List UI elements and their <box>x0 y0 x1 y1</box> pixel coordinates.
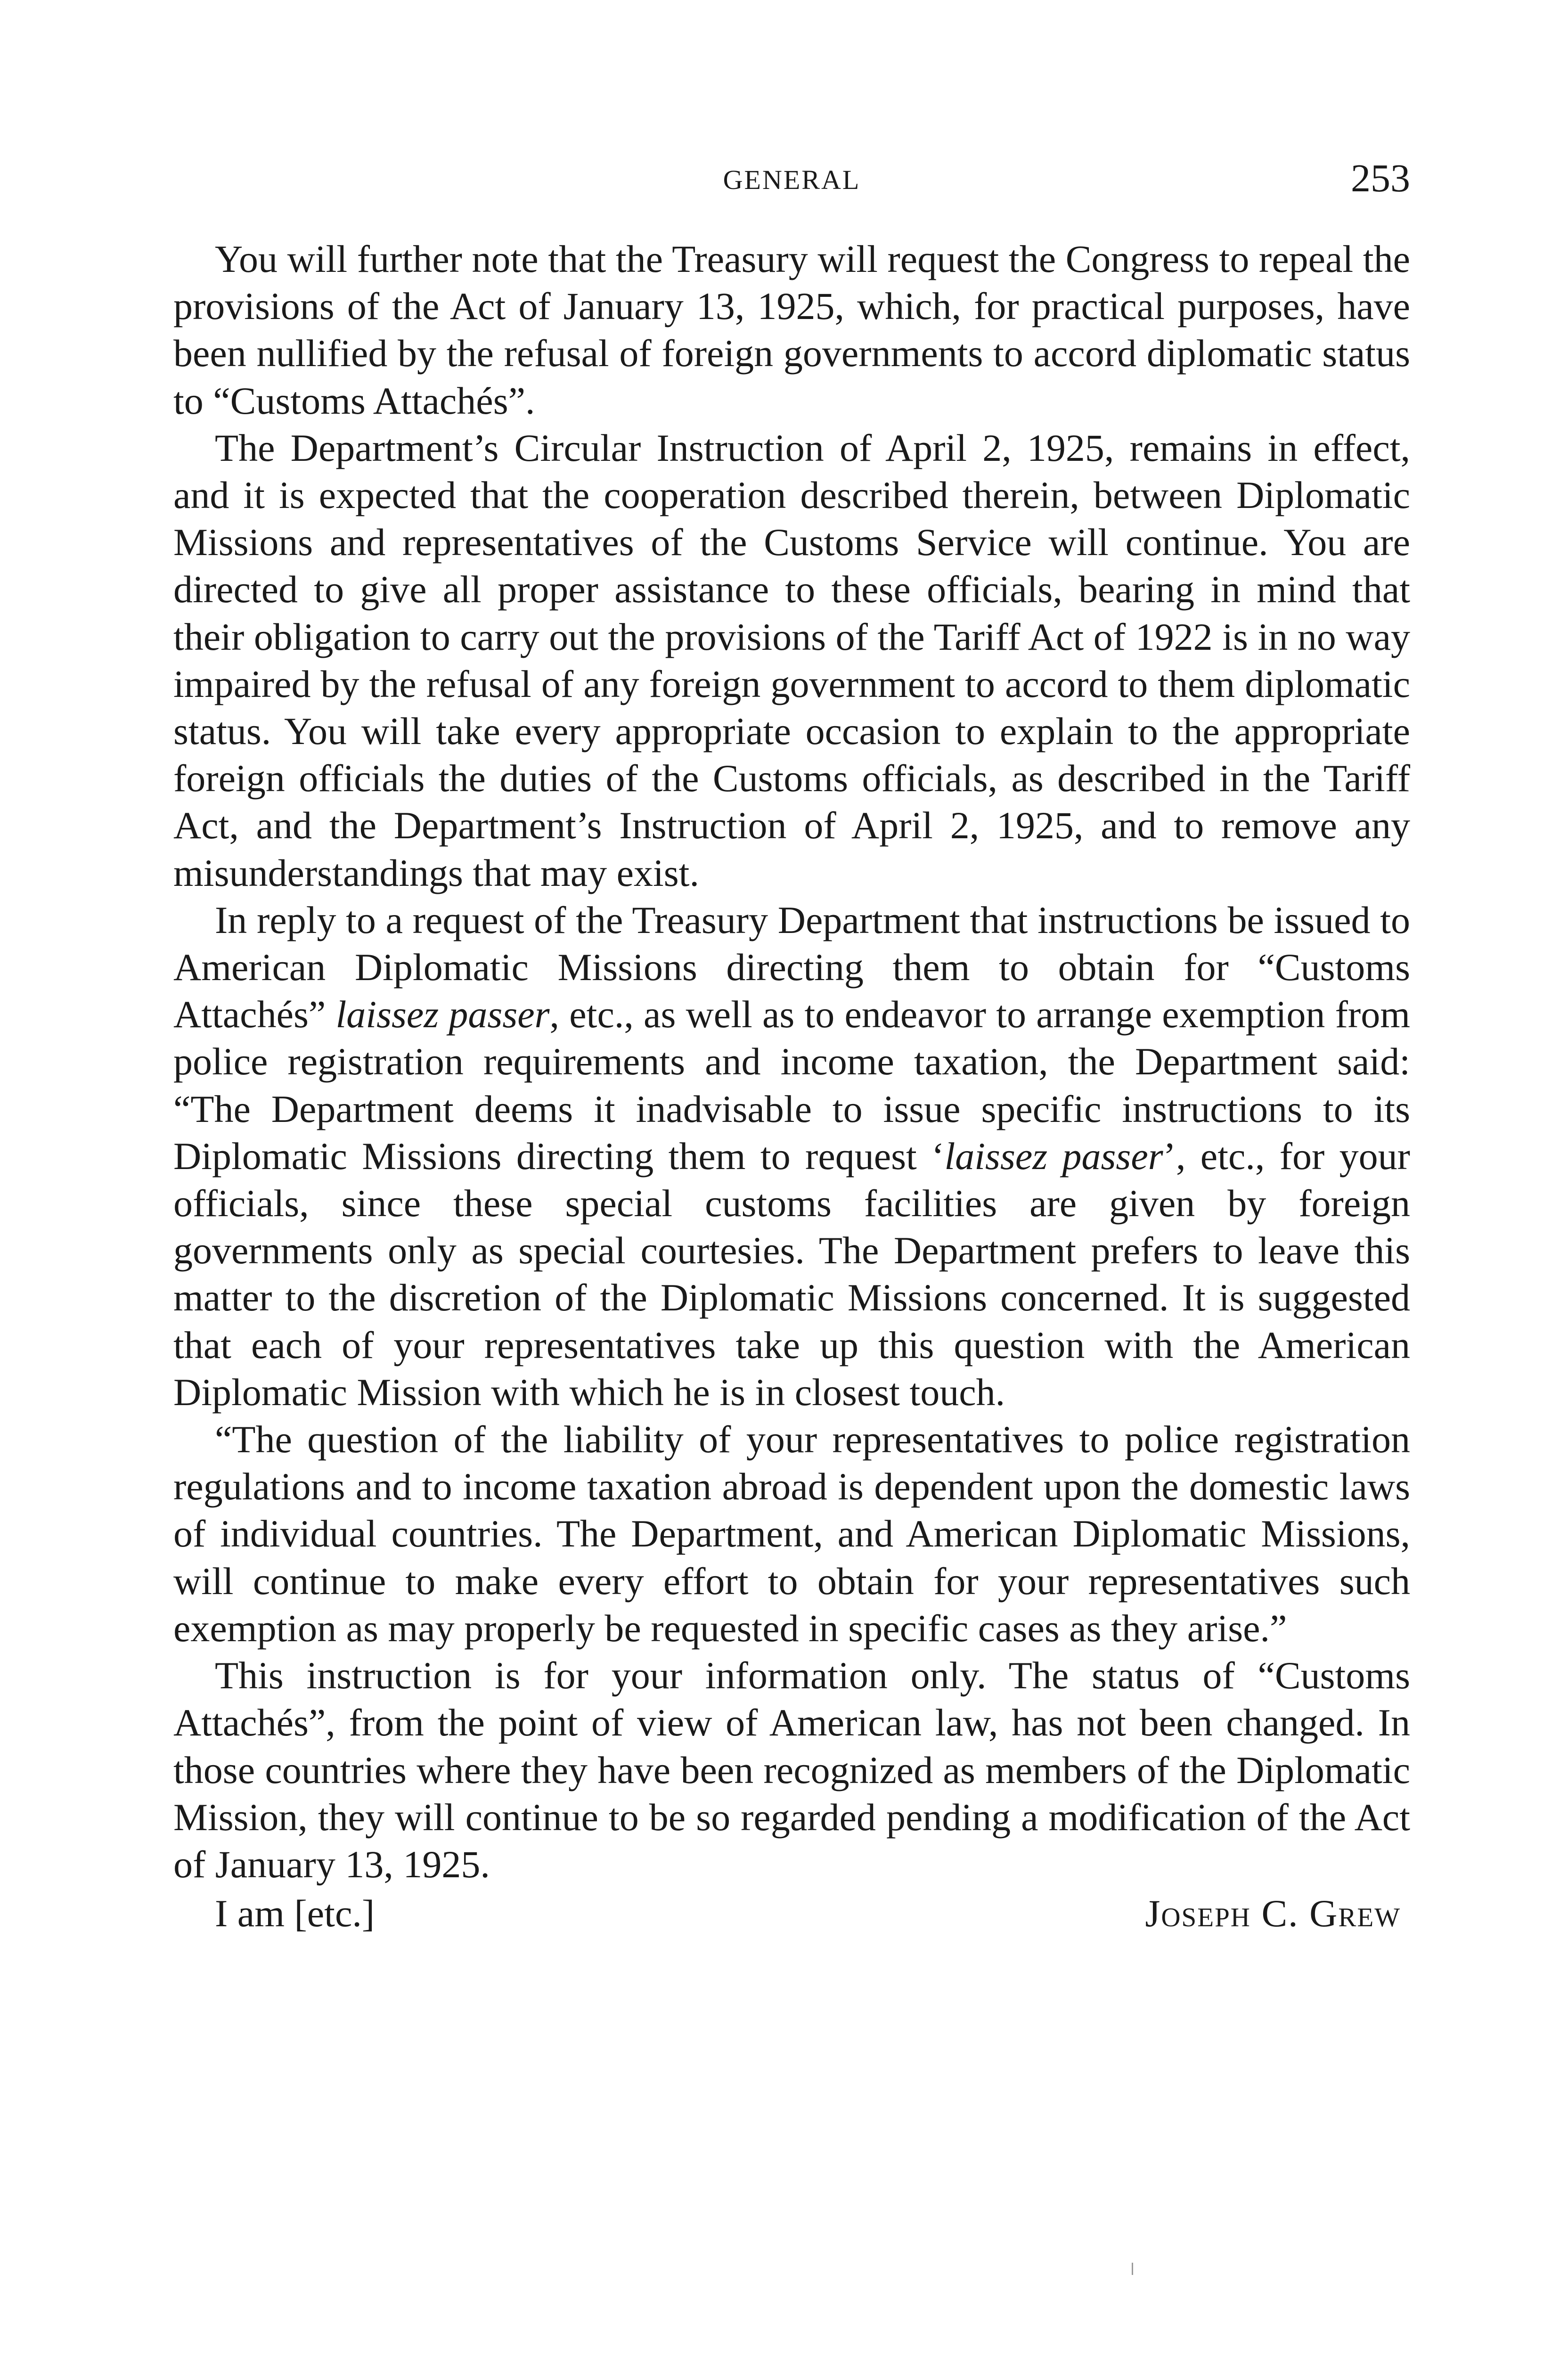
paragraph-information-only: This instruction is for your information only. The status of “Customs Attachés”, from the point of view of American law, has not been changed. In those countries where they have been recognized as members of the Diplomatic Mission, they will continue to be so regarded pending a modification of the Act of January 13, 1925. <box>173 1654 1410 1886</box>
latin-phrase: laissez passer <box>335 993 550 1036</box>
running-head <box>173 155 1410 212</box>
closing-line <box>173 1890 1410 1939</box>
complimentary-close: I am [etc.] <box>215 1892 375 1935</box>
page-number: 253 <box>1351 156 1410 200</box>
latin-phrase: laissez passer <box>944 1134 1163 1178</box>
body-text <box>173 236 1410 1939</box>
paragraph-police-registration: “The question of the liability of your representatives to police registration regulations and to income taxation abroad is dependent upon the domestic laws of individual countries. The Department, and American Diplomatic Missions, will continue to make every effort to obtain for your representatives such exemption as may properly be requested in specific cases as they arise.” <box>173 1418 1410 1650</box>
signature: Joseph C. Grew <box>1145 1892 1401 1935</box>
running-title: GENERAL <box>723 164 861 195</box>
paragraph-circular-instruction: The Department’s Circular Instruction of April 2, 1925, remains in effect, and it is expected that the cooperation described therein, between Diplomatic Missions and representatives of the Customs Service will continue. You are directed to give all proper assistance to these officials, bearing in mind that their obligation to carry out the provisions of the Tariff Act of 1922 is in no way impaired by the refusal of any foreign government to accord to them diplomatic status. You will take every appropriate occasion to explain to the appropriate foreign officials the duties of the Customs officials, as described in the Tariff Act, and the Department’s Instruction of April 2, 1925, and to remove any misunderstandings that may exist. <box>173 426 1410 894</box>
page-mark <box>1132 2263 1133 2275</box>
paragraph-treasury-repeal: You will further note that the Treasury will request the Congress to repeal the provisions of the Act of January 13, 1925, which, for practical purposes, have been nullified by the refusal of foreign governments to accord diplomatic status to “Customs Attachés”. <box>173 237 1410 422</box>
paragraph-treasury-request: In reply to a request of the Treasury Department that instructions be issued to American Diplomatic Missions directing them to obtain for “Customs Attachés” laissez passer, etc., as well as to endeavor to arrange exemption from police registration requirements and income taxation, the Department said: “The Department deems it inadvisable to issue specific instructions to its Diplomatic Missions directing them to request ‘laissez passer’, etc., for your officials, since these special customs facilities are given by foreign governments only as special courtesies. The Department prefers to leave this matter to the discretion of the Diplomatic Missions concerned. It is suggested that each of your representatives take up this question with the American Diplomatic Mission with which he is in closest touch. <box>173 898 1410 1414</box>
